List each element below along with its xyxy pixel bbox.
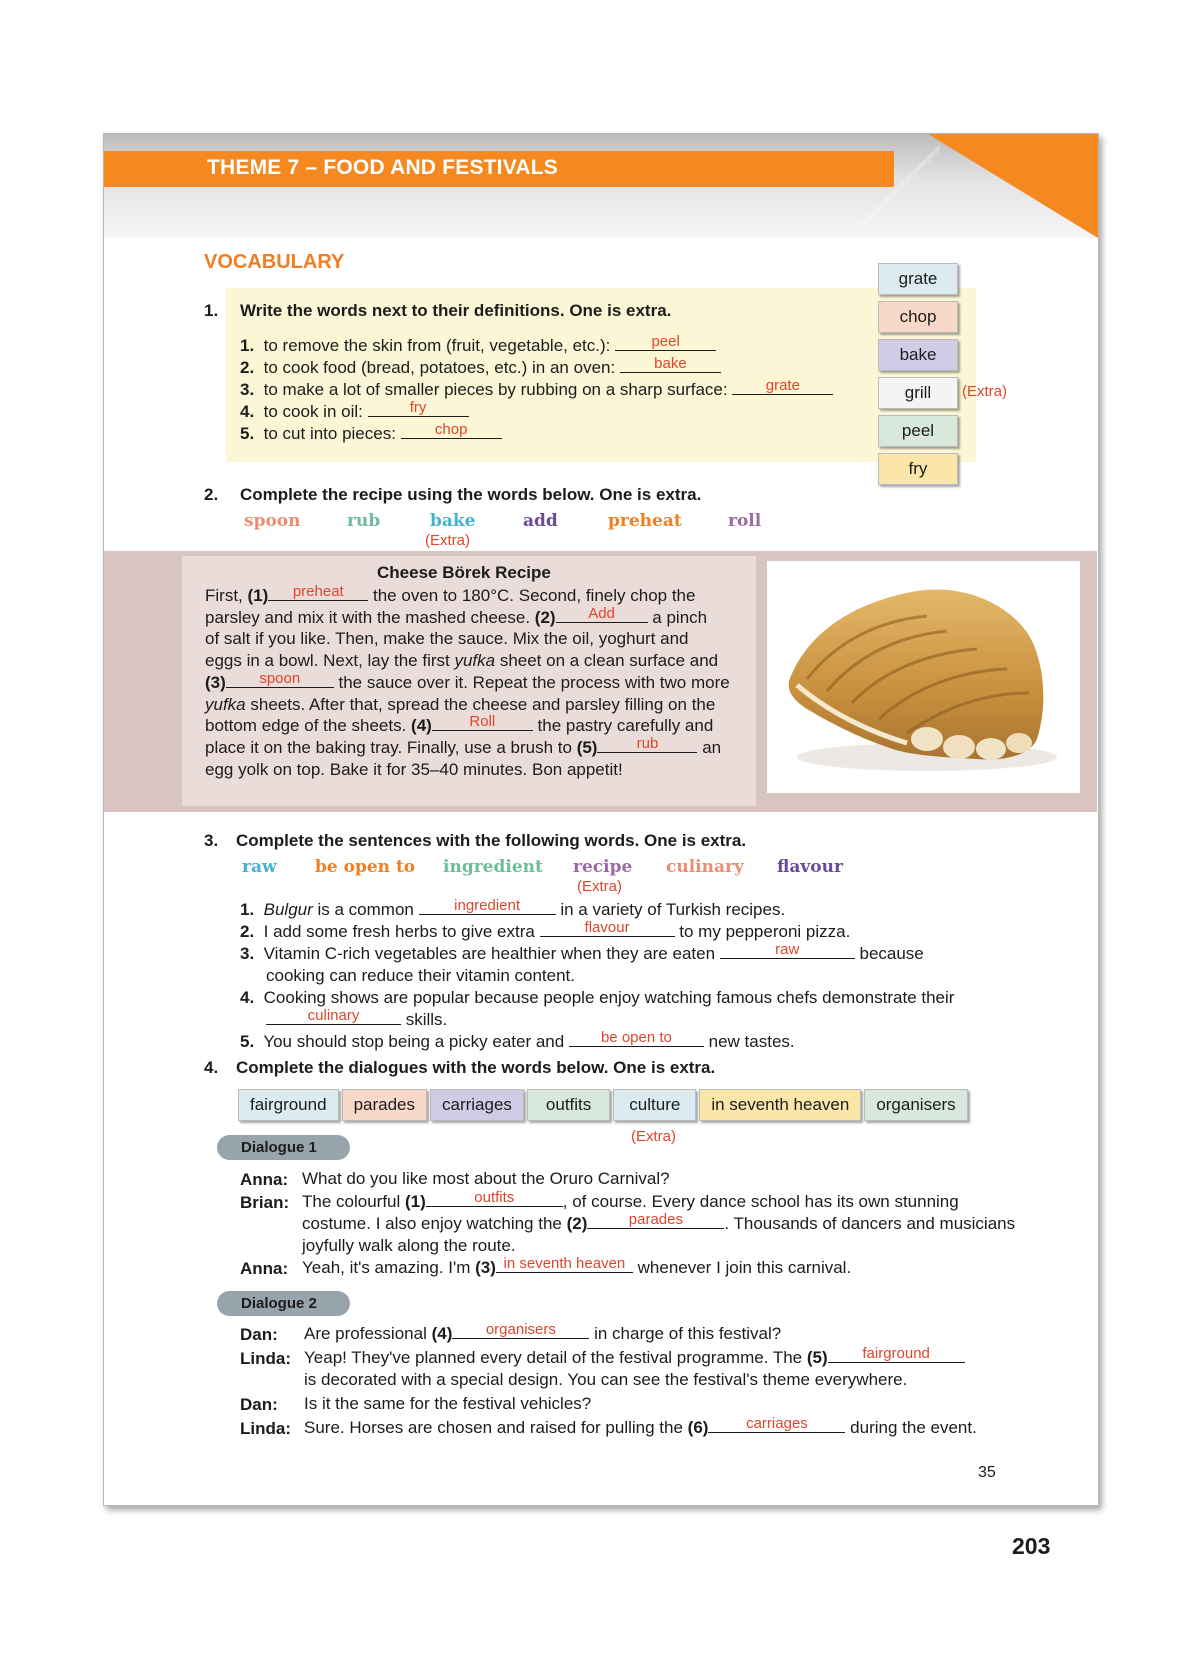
ex1-item-5: 5. to cut into pieces: chop	[240, 424, 502, 444]
answer-blank[interactable]: rub	[597, 738, 697, 753]
ex3-instruction: Complete the sentences with the following words. One is extra.	[236, 831, 747, 850]
answer-blank[interactable]: in seventh heaven	[496, 1258, 633, 1273]
linda-line-2: is decorated with a special design. You can see the festival's theme everywhere.	[304, 1370, 908, 1389]
word-box-fry: fry	[878, 453, 958, 485]
ex4-word-bank	[238, 1089, 971, 1121]
word-raw: raw	[242, 857, 277, 877]
ex3-item-4-cont: culinary skills.	[266, 1010, 447, 1030]
linda-line-3: Sure. Horses are chosen and raised for pulling the (6) carriages during the event.	[304, 1415, 977, 1437]
word-ingredient: ingredient	[443, 857, 543, 877]
answer-blank[interactable]: Add	[556, 608, 648, 623]
answer-blank[interactable]: culinary	[266, 1010, 401, 1025]
outer-page-number: 203	[1012, 1533, 1051, 1559]
linda-line-1: Yeap! They've planned every detail of the festival programme. The (5) fairground	[304, 1347, 965, 1369]
word-chip-outfits: outfits	[527, 1089, 610, 1121]
speaker-dan: Dan:	[240, 1325, 278, 1344]
answer-blank[interactable]: flavour	[540, 922, 675, 937]
ex1-item-1: 1. to remove the skin from (fruit, vegetable, etc.): peel	[240, 336, 716, 356]
word-culinary: culinary	[666, 857, 744, 877]
answer-blank[interactable]: spoon	[226, 673, 334, 688]
word-add: add	[523, 511, 558, 531]
ex2-instruction: Complete the recipe using the words below. One is extra.	[240, 485, 702, 504]
dialogue1-label: Dialogue 1	[217, 1135, 350, 1160]
ex1-item-4: 4. to cook in oil: fry	[240, 402, 469, 422]
dan-line-1: Are professional (4) organisers in charge of this festival?	[304, 1321, 782, 1343]
ex4-number: 4.	[204, 1058, 219, 1077]
word-bake: bake	[430, 511, 476, 531]
answer-blank[interactable]: parades	[587, 1214, 724, 1229]
answer-blank[interactable]: Roll	[432, 716, 533, 731]
speaker-anna: Anna:	[240, 1170, 289, 1189]
word-chip-culture: culture	[613, 1089, 696, 1121]
answer-blank[interactable]: fairground	[828, 1348, 965, 1363]
answer-blank[interactable]: organisers	[452, 1324, 589, 1339]
word-chip-organisers: organisers	[864, 1089, 967, 1121]
dan-line-2: Is it the same for the festival vehicles?	[304, 1394, 592, 1413]
answer-blank[interactable]: grate	[732, 380, 833, 395]
answer-blank[interactable]: chop	[401, 424, 502, 439]
ex3-item-5: 5. You should stop being a picky eater and be open to new tastes.	[240, 1029, 795, 1051]
ex3-item-3: 3. Vitamin C-rich vegetables are healthier when they are eaten raw because	[240, 941, 924, 963]
anna-line-1: What do you like most about the Oruro Carnival?	[302, 1169, 670, 1188]
answer-blank[interactable]: peel	[615, 336, 716, 351]
anna-line-2: Yeah, it's amazing. I'm (3) in seventh heaven whenever I join this carnival.	[302, 1255, 852, 1277]
answer-blank[interactable]: fry	[368, 402, 469, 417]
ex4-extra-note: (Extra)	[631, 1128, 676, 1145]
speaker-dan: Dan:	[240, 1395, 278, 1414]
theme-title: THEME 7 – FOOD AND FESTIVALS	[207, 156, 558, 179]
word-chip-fairground: fairground	[238, 1089, 339, 1121]
word-box-grate: grate	[878, 263, 958, 295]
ex1-instruction: Write the words next to their definitions. One is extra.	[240, 301, 672, 320]
word-rub: rub	[347, 511, 381, 531]
word-spoon: spoon	[244, 511, 301, 531]
word-roll: roll	[728, 511, 762, 531]
word-be-open-to: be open to	[315, 857, 416, 877]
answer-blank[interactable]: outfits	[426, 1192, 563, 1207]
ex1-item-3: 3. to make a lot of smaller pieces by rubbing on a sharp surface: grate	[240, 380, 833, 400]
word-box-grill: grill	[878, 377, 958, 409]
ex3-item-2: 2. I add some fresh herbs to give extra flavour to my pepperoni pizza.	[240, 919, 851, 941]
vocabulary-heading: VOCABULARY	[204, 251, 345, 273]
recipe-title: Cheese Börek Recipe	[377, 563, 551, 582]
word-chip-carriages: carriages	[430, 1089, 524, 1121]
ex1-extra-note: (Extra)	[962, 383, 1007, 400]
answer-blank[interactable]: preheat	[268, 586, 368, 601]
ex3-item-3-cont: cooking can reduce their vitamin content.	[266, 966, 576, 985]
ex4-instruction: Complete the dialogues with the words below. One is extra.	[236, 1058, 716, 1077]
ex3-item-4: 4. Cooking shows are popular because people enjoy watching famous chefs demonstrate their	[240, 988, 955, 1007]
speaker-anna: Anna:	[240, 1259, 289, 1278]
word-box-bake: bake	[878, 339, 958, 371]
theme-banner	[104, 134, 1098, 238]
word-chip-in-seventh-heaven: in seventh heaven	[699, 1089, 861, 1121]
word-preheat: preheat	[608, 511, 682, 531]
answer-blank[interactable]: carriages	[708, 1418, 845, 1433]
answer-blank[interactable]: bake	[620, 358, 721, 373]
inner-page-number: 35	[978, 1464, 996, 1481]
brian-line-3: joyfully walk along the route.	[302, 1236, 516, 1255]
ex2-number: 2.	[204, 485, 219, 504]
word-flavour: flavour	[777, 857, 843, 877]
speaker-brian: Brian:	[240, 1193, 290, 1212]
answer-blank[interactable]: raw	[720, 944, 855, 959]
ex2-extra-note: (Extra)	[425, 532, 470, 549]
recipe-text: First, (1) preheat the oven to 180°C. Second, finely chop the parsley and mix it with the mashed cheese. (2) Add a pinch of salt if you like. Then, make the sauce. Mix the oil, yoghurt and eggs in a bowl. Next, lay the first yufka sheet on a clean surface and (3) spoon the sauce over it. Repeat the process with two more yufka sheets. After that, spread the cheese and parsley filling on the bottom edge of the sheets. (4) Roll the pastry carefully and place it on the baking tray. Finally, use a brush to (5) rub an egg yolk on top. Bake it for 35–40 minutes. Bon appetit!	[205, 583, 730, 779]
borek-photo	[767, 561, 1080, 793]
answer-blank[interactable]: be open to	[569, 1032, 704, 1047]
ex3-item-1: 1. Bulgur is a common ingredient in a variety of Turkish recipes.	[240, 897, 786, 919]
brian-line-2: costume. I also enjoy watching the (2) parades . Thousands of dancers and musicians	[302, 1211, 1016, 1233]
ex3-number: 3.	[204, 831, 219, 850]
word-chip-parades: parades	[342, 1089, 427, 1121]
ex1-item-2: 2. to cook food (bread, potatoes, etc.) in an oven: bake	[240, 358, 721, 378]
word-recipe: recipe	[573, 857, 633, 877]
word-box-peel: peel	[878, 415, 958, 447]
dialogue2-label: Dialogue 2	[217, 1291, 350, 1316]
answer-blank[interactable]: ingredient	[419, 900, 556, 915]
ex1-number: 1.	[204, 301, 219, 320]
speaker-linda: Linda:	[240, 1349, 291, 1368]
ex3-extra-note: (Extra)	[577, 878, 622, 895]
word-box-chop: chop	[878, 301, 958, 333]
brian-line-1: The colourful (1) outfits , of course. Every dance school has its own stunning	[302, 1189, 959, 1211]
speaker-linda: Linda:	[240, 1419, 291, 1438]
